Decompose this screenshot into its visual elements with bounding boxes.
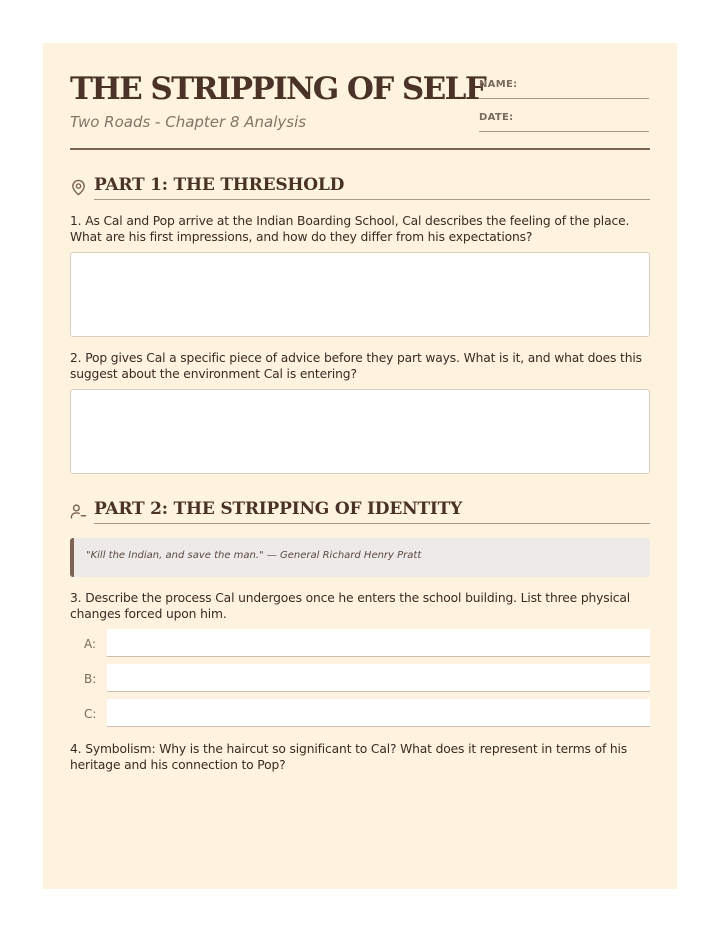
part1-divider xyxy=(94,199,650,200)
list-label-c: C: xyxy=(84,707,97,721)
answer-line-a[interactable] xyxy=(107,629,650,657)
date-field[interactable] xyxy=(479,108,649,132)
date-label: DATE: xyxy=(479,112,514,123)
answer-box-1[interactable] xyxy=(70,252,650,337)
worksheet-subtitle: Two Roads - Chapter 8 Analysis xyxy=(70,113,307,131)
question-3: 3. Describe the process Cal undergoes once he enters the school building. List three physical changes forced upon him. xyxy=(70,591,631,621)
header-divider xyxy=(70,148,650,150)
part1-heading xyxy=(70,174,650,200)
pratt-quote xyxy=(70,538,650,577)
quote-text: "Kill the Indian, and save the man." — General Richard Henry Pratt xyxy=(86,550,422,561)
part2-heading xyxy=(70,498,650,524)
answer-line-c[interactable] xyxy=(107,699,650,727)
question-4: 4. Symbolism: Why is the haircut so significant to Cal? What does it represent in terms of his heritage and his connection to Pop? xyxy=(70,742,628,772)
part1-title: PART 1: THE THRESHOLD xyxy=(94,175,345,195)
answer-box-2[interactable] xyxy=(70,389,650,474)
name-field[interactable] xyxy=(479,75,649,99)
part2-divider xyxy=(94,523,650,524)
location-pin-icon xyxy=(70,179,87,196)
worksheet-page xyxy=(43,43,677,889)
worksheet-title: THE STRIPPING OF SELF xyxy=(70,71,486,107)
user-minus-icon xyxy=(70,503,87,520)
part2-title: PART 2: THE STRIPPING OF IDENTITY xyxy=(94,499,463,519)
name-label: NAME: xyxy=(479,79,518,90)
question-1: 1. As Cal and Pop arrive at the Indian Boarding School, Cal describes the feeling of the place. What are his first impressions, and how do they differ from his expectations? xyxy=(70,214,630,244)
answer-line-b[interactable] xyxy=(107,664,650,692)
question-2: 2. Pop gives Cal a specific piece of advice before they part ways. What is it, and what does this suggest about the environment Cal is entering? xyxy=(70,351,642,381)
list-label-a: A: xyxy=(84,637,97,651)
worksheet-header xyxy=(70,71,650,151)
list-label-b: B: xyxy=(84,672,97,686)
